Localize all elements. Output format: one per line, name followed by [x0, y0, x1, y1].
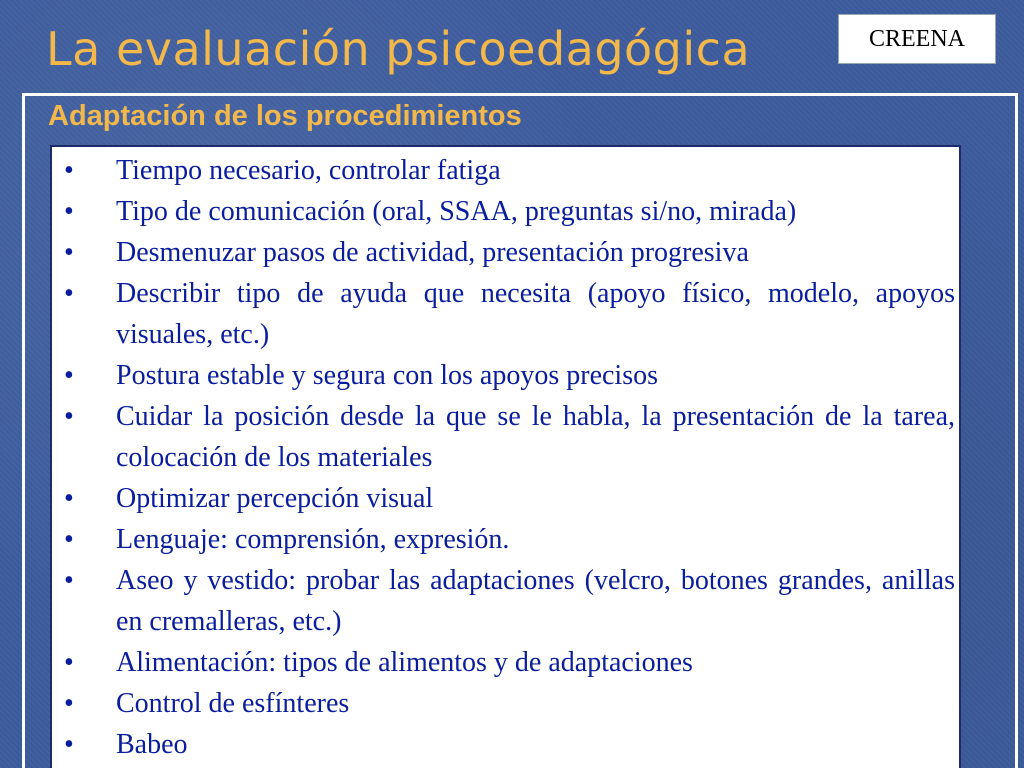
- list-item-text: Control de esfínteres: [116, 688, 350, 719]
- list-item: [60, 642, 955, 683]
- list-item: [60, 724, 955, 765]
- list-item: [60, 273, 955, 355]
- list-item: [60, 683, 955, 724]
- list-item: [60, 519, 955, 560]
- list-item: [60, 355, 955, 396]
- slide-subtitle: Adaptación de los procedimientos: [48, 100, 522, 132]
- creena-badge: CREENA: [838, 14, 996, 64]
- list-item-text: Desmenuzar pasos de actividad, presentación progresiva: [116, 237, 749, 268]
- list-item: [60, 150, 955, 191]
- bullet-icon: •: [64, 483, 74, 514]
- list-item-text: Cuidar la posición desde la que se le habla, la presentación de la tarea, colocación de los materiales: [116, 401, 955, 473]
- list-item: [60, 191, 955, 232]
- bullet-icon: •: [64, 237, 74, 268]
- bullet-icon: •: [64, 401, 74, 432]
- list-item-text: Babeo: [116, 729, 188, 760]
- bullet-icon: •: [64, 360, 74, 391]
- content-box: [50, 145, 961, 768]
- list-item: [60, 560, 955, 642]
- list-item: [60, 232, 955, 273]
- bullet-icon: •: [64, 524, 74, 555]
- list-item-text: Alimentación: tipos de alimentos y de adaptaciones: [116, 647, 693, 678]
- list-item-text: Aseo y vestido: probar las adaptaciones (velcro, botones grandes, anillas en cremalleras, etc.): [116, 565, 955, 637]
- bullet-icon: •: [64, 565, 74, 596]
- bullet-icon: •: [64, 729, 74, 760]
- bullet-list: [60, 150, 955, 765]
- slide-title: La evaluación psicoedagógica: [46, 22, 751, 76]
- list-item: [60, 478, 955, 519]
- bullet-icon: •: [64, 278, 74, 309]
- list-item-text: Optimizar percepción visual: [116, 483, 434, 514]
- list-item-text: Tiempo necesario, controlar fatiga: [116, 155, 501, 186]
- bullet-icon: •: [64, 688, 74, 719]
- list-item: [60, 396, 955, 478]
- bullet-icon: •: [64, 647, 74, 678]
- bullet-icon: •: [64, 155, 74, 186]
- bullet-icon: •: [64, 196, 74, 227]
- list-item-text: Lenguaje: comprensión, expresión.: [116, 524, 510, 555]
- list-item-text: Describir tipo de ayuda que necesita (apoyo físico, modelo, apoyos visuales, etc.): [116, 278, 955, 350]
- list-item-text: Tipo de comunicación (oral, SSAA, preguntas si/no, mirada): [116, 196, 797, 227]
- list-item-text: Postura estable y segura con los apoyos precisos: [116, 360, 658, 391]
